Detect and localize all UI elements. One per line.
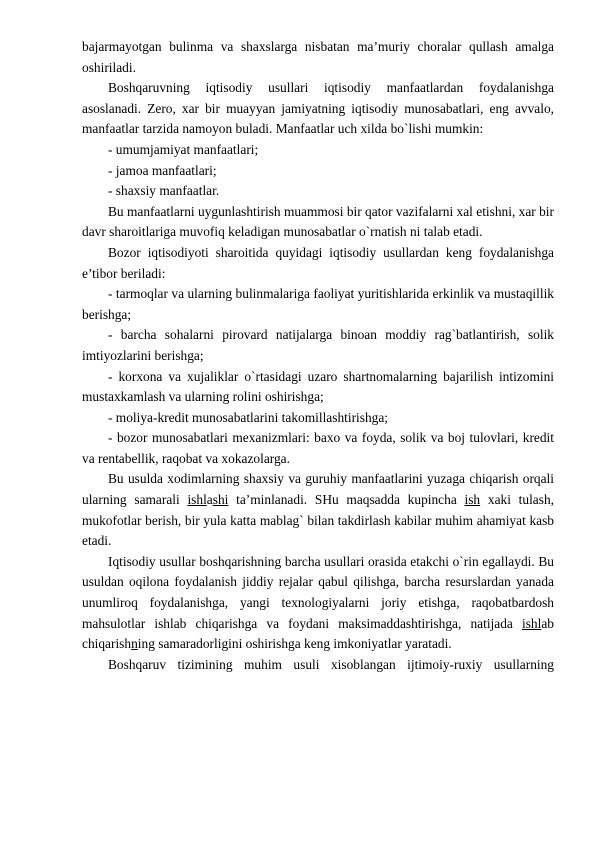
paragraph [82,284,554,325]
text-run: - jamoa manfaatlari; [108,162,217,178]
paragraph [82,202,554,243]
paragraph [82,161,554,182]
text-run: Boshqaruvning iqtisodiy usullari iqtisodiy manfaatlardan foydalanishga asoslanadi. Zero, xar bir muayyan jamiyatning iqtisodiy munosabatlari, eng avvalo, manfaatlar tarzida namoyon buladi. Manfaatlar uch xilda bo`lishi mumkin: [82,80,554,137]
text-run: - korxona va xujaliklar o`rtasidagi uzaro shartnomalarning bajarilish intizomini mustaxkamlash va ularning rolini oshirishga; [82,368,554,405]
paragraph [82,428,554,469]
paragraph [82,367,554,408]
text-run: Bu usulda xodimlarning shaxsiy va guruhiy manfaatlarini yuzaga chiqarish orqali ularning samarali [82,471,554,508]
text-run: ab chiqarish [82,615,554,652]
text-run: bajarmayotgan bulinma va shaxslarga nisbatan ma’muriy choralar qullash amalga oshiriladi. [82,39,554,75]
paragraph [82,408,554,429]
text-run: Bu manfaatlarni uygunlashtirish muammosi bir qator vazifalarni xal etishni, xar bir davr sharoitlariga muvofiq keladigan munosabatlar o`rnatish ni talab etadi. [82,203,554,240]
text-run: a [206,492,213,508]
paragraph [82,37,554,78]
text-run: Bozor iqtisodiyoti sharoitida quyidagi iqtisodiy usullardan keng foydalanishga e’tibor beriladi: [82,244,554,281]
underlined-text: ishl [187,492,207,508]
text-run: - bozor munosabatlari mexanizmlari: baxo va foyda, solik va boj tulovlari, kredit va rentabellik, raqobat va xokazolarga. [82,430,554,466]
paragraph [82,140,554,161]
underlined-text: shi [212,492,229,508]
text-run: ta’minlanadi. SHu maqsadda kupincha [228,492,465,508]
paragraph [82,655,554,676]
underlined-text: ish [464,492,481,508]
text-run: ing samaradorligini oshirishga keng imkoniyatlar yaratadi. [137,636,452,652]
underlined-text: ishl [522,615,542,631]
text-run: Boshqaruv tizimining muhim usuli xisoblangan ijtimoiy-ruxiy usullarning [108,656,554,672]
text-run: - umumjamiyat manfaatlari; [108,141,259,157]
text-run: - moliya-kredit munosabatlarini takomillashtirishga; [108,409,389,425]
paragraph [82,469,554,551]
paragraph [82,325,554,366]
text-run: Iqtisodiy usullar boshqarishning barcha usullari orasida etakchi o`rin egallaydi. Bu usuldan oqilona foydalanish jiddiy rejalar qabul qilishga, barcha resurslardan yanada unumliroq foydalanishga, yangi texnologiyalarni joriy etishga, raqobatbardosh mahsulotlar ishlab chiqarishga va foydani maksimaddashtirishga, natijada [82,553,554,631]
paragraph [82,78,554,140]
document-page [82,37,554,675]
paragraph [82,552,554,655]
text-run: - shaxsiy manfaatlar. [108,183,220,199]
text-run: - barcha sohalarni pirovard natijalarga binoan moddiy rag`batlantirish, solik imtiyozlarini berishga; [82,327,554,363]
text-run: xaki tulash, mukofotlar berish, bir yula katta mablag` bilan takdirlash kabilar muhim ahamiyat kasb etadi. [82,492,554,549]
text-run: - tarmoqlar va ularning bulinmalariga faoliyat yuritishlarida erkinlik va mustaqillik berishga; [82,286,554,322]
paragraph [82,181,554,202]
underlined-text: n [131,636,138,652]
paragraph [82,243,554,284]
